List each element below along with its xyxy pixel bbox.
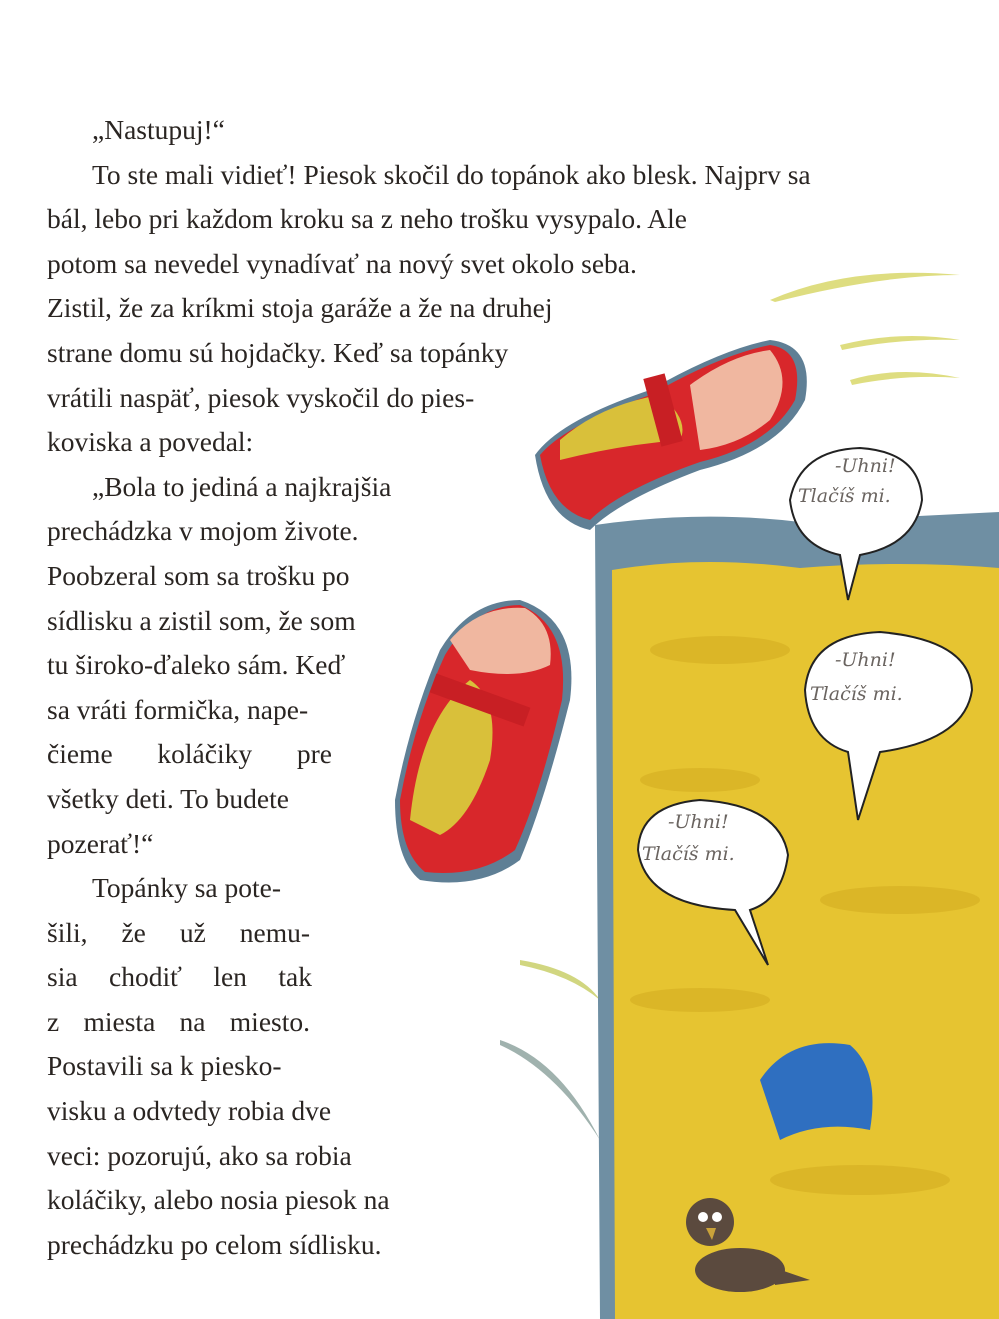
- bubble-line1: -Uhni!: [835, 455, 896, 477]
- bubble-line2: Tlačíš mi.: [642, 843, 735, 865]
- story-line: To ste mali vidieť! Piesok skočil do topánok ako blesk. Najprv sa: [92, 158, 811, 190]
- story-line: šili, že už nemu-: [47, 916, 310, 948]
- story-line: prechádzku po celom sídlisku.: [47, 1228, 382, 1260]
- story-line: koláčiky, alebo nosia piesok na: [47, 1184, 390, 1216]
- story-line: strane domu sú hojdačky. Keď sa topánky: [47, 336, 509, 368]
- story-line: sa vráti formička, nape-: [47, 693, 309, 725]
- story-line: potom sa nevedel vynadívať na nový svet okolo seba.: [47, 247, 637, 279]
- story-line: Poobzeral som sa trošku po: [47, 559, 350, 591]
- story-line: z miesta na miesto.: [47, 1005, 310, 1037]
- story-line: Zistil, že za kríkmi stoja garáže a že na druhej: [47, 292, 553, 324]
- story-line: „Bola to jediná a najkrajšia: [92, 470, 392, 502]
- story-line: vrátili naspäť, piesok vyskočil do pies-: [47, 381, 475, 413]
- bubble-line1: -Uhni!: [835, 649, 896, 671]
- story-line: „Nastupuj!“: [92, 114, 225, 145]
- bubble-line2: Tlačíš mi.: [810, 683, 903, 705]
- story-line: sia chodiť len tak: [47, 961, 312, 993]
- story-line: pozerať!“: [47, 827, 154, 859]
- story-text: [47, 108, 811, 1267]
- story-line: koviska a povedal:: [47, 426, 254, 458]
- story-line: všetky deti. To budete: [47, 782, 289, 814]
- story-line: Topánky sa pote-: [92, 872, 281, 904]
- story-line: tu široko-ďaleko sám. Keď: [47, 649, 346, 681]
- story-line: sídlisku a zistil som, že som: [47, 604, 356, 636]
- story-line: bál, lebo pri každom kroku sa z neho trošku vysypalo. Ale: [47, 203, 688, 235]
- story-line: Postavili sa k piesko-: [47, 1050, 282, 1082]
- story-line: prechádzka v mojom živote.: [47, 515, 359, 547]
- story-line: visku a odvtedy robia dve: [47, 1095, 332, 1127]
- bubble-line2: Tlačíš mi.: [798, 485, 891, 507]
- bubble-line1: -Uhni!: [668, 811, 729, 833]
- story-line: čieme koláčiky pre: [47, 738, 332, 770]
- story-line: veci: pozorujú, ako sa robia: [47, 1139, 352, 1171]
